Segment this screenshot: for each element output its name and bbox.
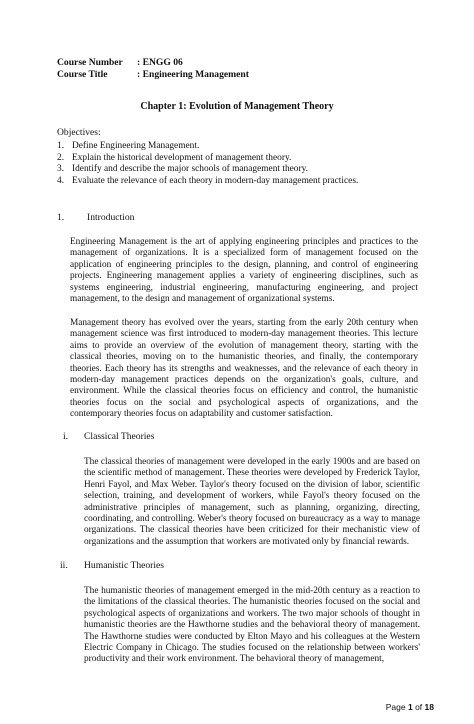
page-total: 18 — [424, 702, 434, 712]
course-title-value: : Engineering Management — [137, 69, 249, 80]
classical-paragraph: The classical theories of management were developed in the early 1900s and are based on the scientific method of management. These theories were developed by Frederick Taylor, Henri Fayol, and Max Weber. Taylor's theory focused on the division of labor, scientific selection, training, and development of workers, while Fayol's theory focused on the administrative principles of management, such as planning, organizing, directing, coordinating, and controlling. Weber's theory focused on bureaucracy as a way to manage organizations. The classical theories have been criticized for their mechanistic view of organizations and the assumption that workers are motivated only by financial rewards. — [84, 457, 420, 547]
chapter-title: Chapter 1: Evolution of Management Theory — [140, 101, 334, 112]
course-number-row — [57, 57, 183, 69]
objective-item: 2. Explain the historical development of management theory. — [57, 152, 292, 163]
objective-item: 1. Define Engineering Management. — [57, 141, 200, 151]
course-number-label: Course Number — [57, 57, 123, 68]
humanistic-paragraph: The humanistic theories of management emerged in the mid-20th century as a reaction to the limitations of the classical theories. The humanistic theories focused on the social and psychological aspects of organizations and workers. The two major schools of thought in humanistic theories are the Hawthorne studies and the behavioral theory of management. The Hawthorne studies were conducted by Elton Mayo and his colleagues at the Western Electric Company in Chicago. The studies focused on the relationship between workers' productivity and their work environment. The behavioral theory of management, — [84, 586, 420, 665]
section-title: Introduction — [87, 212, 135, 223]
subsection-number: i. — [63, 431, 69, 442]
of-word: of — [415, 702, 423, 712]
objectives-list — [57, 141, 437, 187]
subsection-title: Classical Theories — [84, 431, 155, 442]
page-footer — [386, 702, 434, 712]
course-title-label: Course Title — [57, 69, 108, 80]
subsection-title: Humanistic Theories — [84, 560, 165, 571]
page-word: Page — [385, 702, 406, 712]
subsection-number: ii. — [60, 560, 68, 571]
objective-item: 3. Identify and describe the major schools of management theory. — [57, 164, 309, 175]
section-number: 1. — [57, 212, 65, 223]
course-number-value: : ENGG 06 — [137, 57, 183, 68]
intro-paragraph-1: Engineering Management is the art of applying engineering principles and practices to the management of organizations. It is a specialized form of management focused on the application of engineering principles to the design, planning, and control of engineering projects. Engineering management applies a variety of engineering disciplines, such as systems engineering, industrial engineering, manufacturing engineering, and project management, to the design and management of organizational systems. — [70, 237, 418, 305]
course-title-row — [57, 69, 249, 81]
objectives-label: Objectives: — [57, 127, 101, 138]
objective-item: 4. Evaluate the relevance of each theory in modern-day management practices. — [57, 175, 359, 186]
intro-paragraph-2: Management theory has evolved over the years, starting from the early 20th century when management science was first introduced to modern-day management theories. This lecture aims to provide an overview of the evolution of management theory, starting with the classical theories, moving on to the humanistic theories, and finally, the contemporary theories. Each theory has its strengths and weaknesses, and the relevance of each theory in modern-day management practices depends on the organization's goals, culture, and environment. While the classical theories focus on efficiency and control, the humanistic theories focus on the social and psychological aspects of organizations, and the contemporary theories focus on adaptability and customer satisfaction. — [70, 318, 418, 420]
page-number: 1 — [407, 702, 413, 712]
